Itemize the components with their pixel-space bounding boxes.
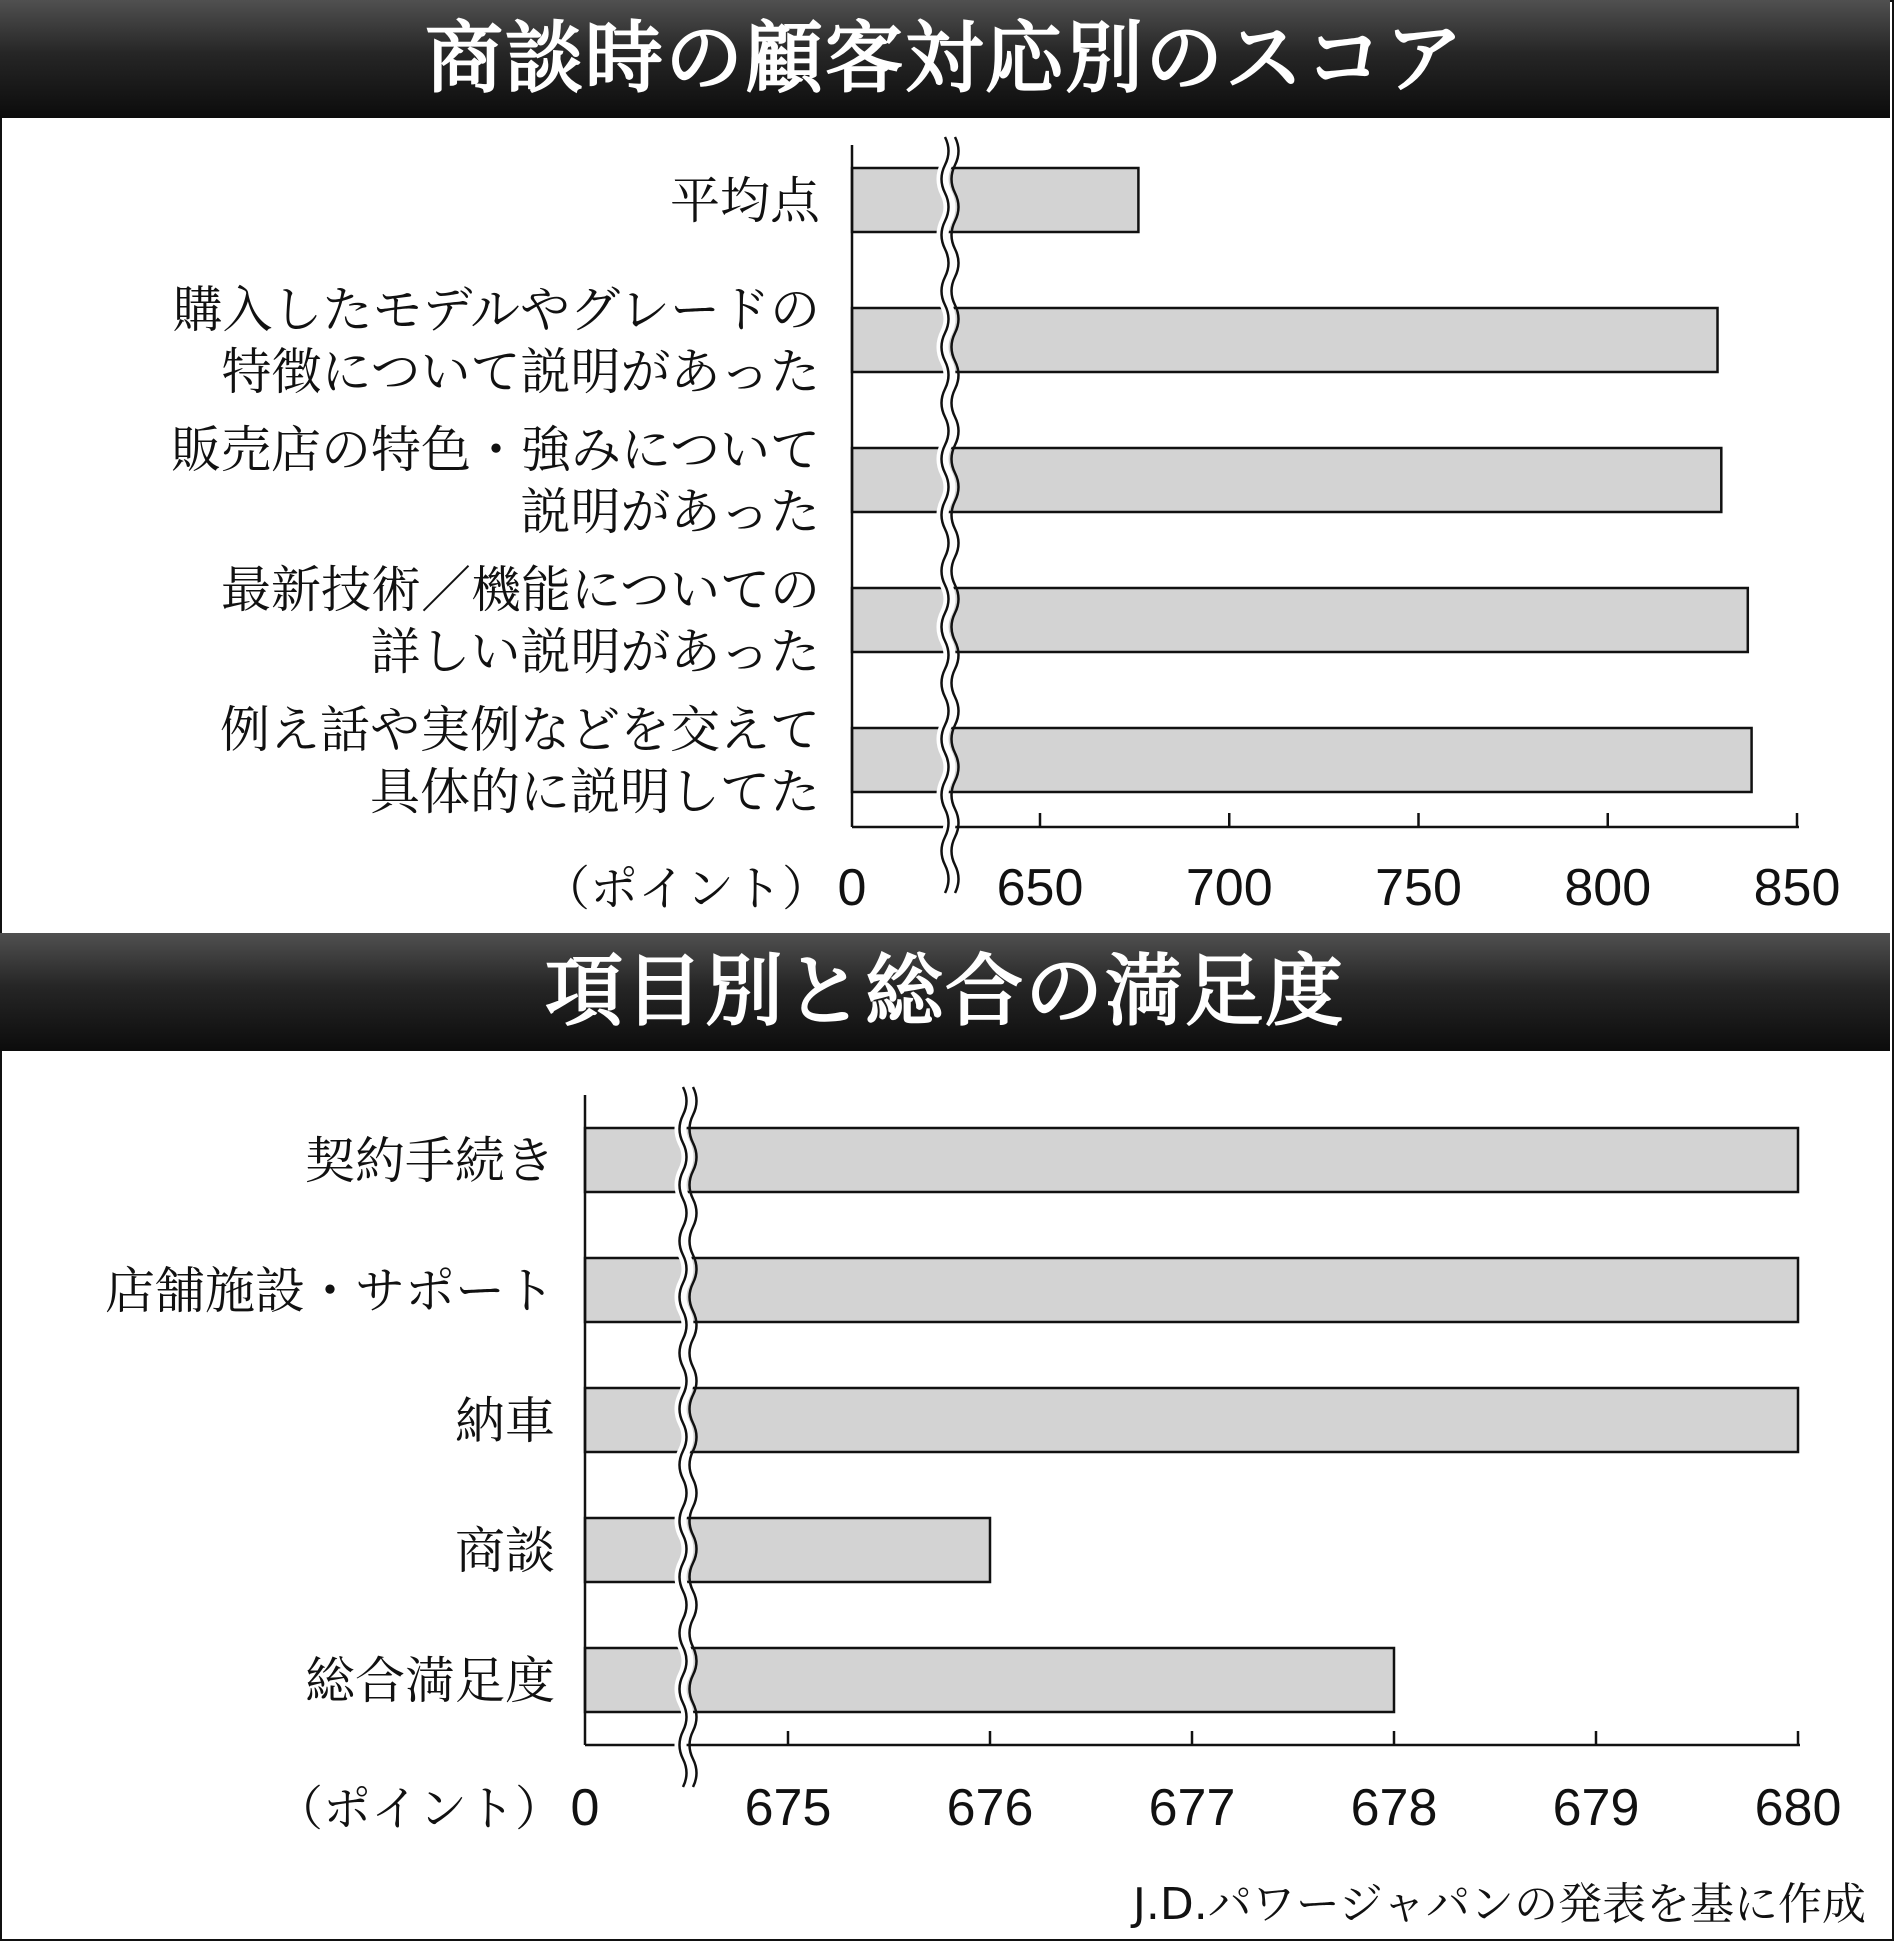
- category-label: 商談: [455, 1522, 555, 1580]
- category-label: 納車: [455, 1392, 555, 1450]
- category-label: 詳しい説明があった: [370, 623, 820, 681]
- bar: [585, 1518, 990, 1582]
- x-unit-label: （ポイント）: [274, 1781, 563, 1837]
- x-tick-label: 700: [1185, 859, 1273, 917]
- category-label: 販売店の特色・強みについて: [171, 421, 820, 479]
- category-label: 契約手続き: [305, 1132, 555, 1190]
- x-tick-label: 800: [1564, 859, 1652, 917]
- x-tick-label: 677: [1148, 1779, 1236, 1837]
- x-tick-label: 850: [1753, 859, 1841, 917]
- category-label: 例え話や実例などを交えて: [220, 701, 820, 759]
- bar: [585, 1258, 1798, 1322]
- bar: [585, 1648, 1394, 1712]
- x-tick-label: 650: [996, 859, 1084, 917]
- category-label: 最新技術／機能についての: [221, 561, 820, 619]
- source-note: J.D.パワージャパンの発表を基に作成: [1132, 1879, 1866, 1930]
- x-tick-label: 750: [1375, 859, 1462, 917]
- x-tick-label: 0: [570, 1779, 600, 1837]
- category-label: 店舗施設・サポート: [105, 1262, 555, 1320]
- x-tick-label: 675: [744, 1779, 832, 1837]
- category-label: 特徴について説明があった: [221, 343, 820, 401]
- category-label: 平均点: [670, 172, 820, 230]
- x-tick-label: 679: [1552, 1779, 1640, 1837]
- x-tick-label: 678: [1350, 1779, 1438, 1837]
- category-label: 総合満足度: [305, 1652, 555, 1710]
- bar: [585, 1128, 1798, 1192]
- chart-2-title: 項目別と総合の満足度: [0, 933, 1890, 1051]
- chart-1-title: 商談時の顧客対応別のスコア: [0, 0, 1890, 118]
- x-unit-label: （ポイント）: [541, 861, 830, 917]
- x-tick-label: 676: [946, 1779, 1034, 1837]
- category-label: 説明があった: [520, 483, 820, 541]
- x-tick-label: 680: [1754, 1779, 1842, 1837]
- x-tick-label: 0: [837, 859, 867, 917]
- category-label: 具体的に説明してた: [370, 763, 820, 821]
- category-label: 購入したモデルやグレードの: [172, 281, 820, 339]
- bar: [585, 1388, 1798, 1452]
